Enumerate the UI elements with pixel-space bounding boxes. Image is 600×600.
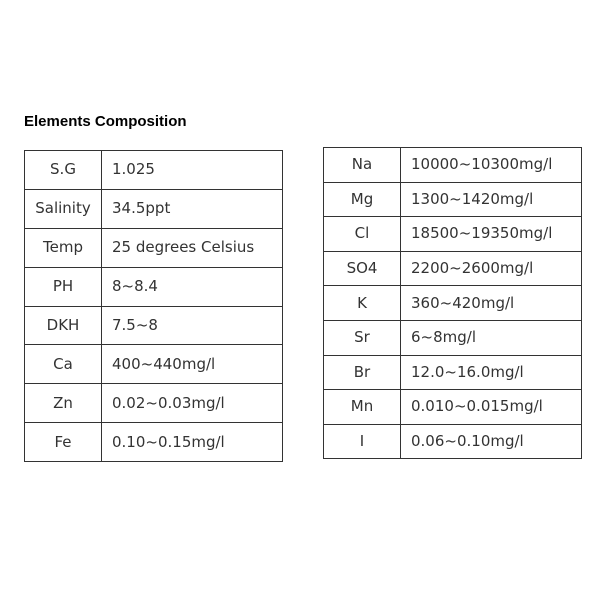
parameters-table bbox=[24, 150, 283, 462]
element-name: Cl bbox=[324, 217, 401, 252]
element-value: 2200~2600mg/l bbox=[401, 251, 582, 286]
table-row bbox=[25, 384, 283, 423]
parameter-name: DKH bbox=[25, 306, 102, 345]
element-name: Sr bbox=[324, 320, 401, 355]
table-row bbox=[25, 306, 283, 345]
table-row bbox=[324, 320, 582, 355]
parameter-name: Zn bbox=[25, 384, 102, 423]
parameter-name: S.G bbox=[25, 151, 102, 190]
parameter-value: 0.02~0.03mg/l bbox=[102, 384, 283, 423]
table-row bbox=[324, 355, 582, 390]
parameter-name: Salinity bbox=[25, 189, 102, 228]
element-value: 360~420mg/l bbox=[401, 286, 582, 321]
element-value: 18500~19350mg/l bbox=[401, 217, 582, 252]
element-value: 0.06~0.10mg/l bbox=[401, 424, 582, 459]
table-row bbox=[324, 390, 582, 425]
parameter-name: Temp bbox=[25, 228, 102, 267]
element-name: Na bbox=[324, 148, 401, 183]
element-name: Mg bbox=[324, 182, 401, 217]
table-row bbox=[324, 424, 582, 459]
table-row bbox=[25, 423, 283, 462]
parameter-value: 0.10~0.15mg/l bbox=[102, 423, 283, 462]
element-value: 10000~10300mg/l bbox=[401, 148, 582, 183]
element-name: SO4 bbox=[324, 251, 401, 286]
parameter-value: 34.5ppt bbox=[102, 189, 283, 228]
element-name: I bbox=[324, 424, 401, 459]
parameter-name: Ca bbox=[25, 345, 102, 384]
parameter-value: 400~440mg/l bbox=[102, 345, 283, 384]
parameter-value: 8~8.4 bbox=[102, 267, 283, 306]
page-title: Elements Composition bbox=[24, 113, 187, 130]
element-value: 12.0~16.0mg/l bbox=[401, 355, 582, 390]
table-row bbox=[324, 148, 582, 183]
table-row bbox=[25, 345, 283, 384]
table-row bbox=[324, 182, 582, 217]
table-row bbox=[25, 151, 283, 190]
table-row bbox=[324, 286, 582, 321]
table-row bbox=[25, 267, 283, 306]
element-value: 0.010~0.015mg/l bbox=[401, 390, 582, 425]
parameter-value: 7.5~8 bbox=[102, 306, 283, 345]
parameter-name: PH bbox=[25, 267, 102, 306]
element-name: K bbox=[324, 286, 401, 321]
parameter-name: Fe bbox=[25, 423, 102, 462]
elements-table bbox=[323, 147, 582, 459]
table-row bbox=[324, 251, 582, 286]
table-row bbox=[25, 228, 283, 267]
element-name: Mn bbox=[324, 390, 401, 425]
table-row bbox=[324, 217, 582, 252]
element-value: 1300~1420mg/l bbox=[401, 182, 582, 217]
table-row bbox=[25, 189, 283, 228]
element-value: 6~8mg/l bbox=[401, 320, 582, 355]
element-name: Br bbox=[324, 355, 401, 390]
parameter-value: 1.025 bbox=[102, 151, 283, 190]
parameter-value: 25 degrees Celsius bbox=[102, 228, 283, 267]
